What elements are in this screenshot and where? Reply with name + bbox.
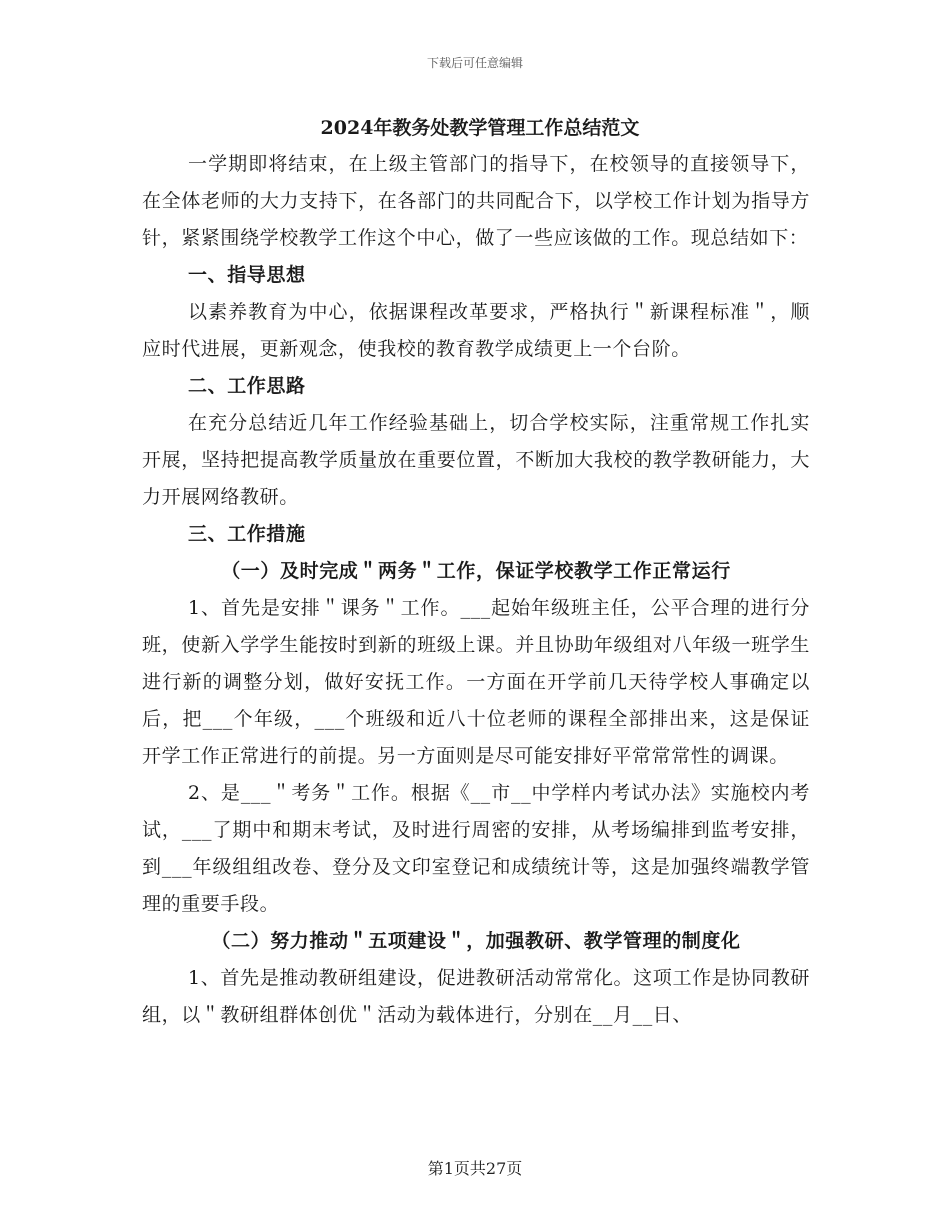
paragraph-course-affairs: 1、首先是安排＂课务＂工作。___起始年级班主任，公平合理的进行分班，使新入学学生能按时到新的班级上课。并且协助年级组对八年级一班学生进行新的调整分划，做好安抚工作。一方面在开学前几天待学校人事确定以后，把___个年级，___个班级和近八十位老师的课程全部排出来，这是保证开学工作正常进行的前提。另一方面则是尽可能安排好平常常常性的调课。	[142, 597, 810, 767]
subheading-five-constructions: （二）努力推动＂五项建设＂，加强教研、教学管理的制度化	[211, 930, 741, 952]
subheading-two-affairs: （一）及时完成＂两务＂工作，保证学校教学工作正常运行	[221, 560, 731, 582]
paragraph-guiding-thought: 以素养教育为中心，依据课程改革要求，严格执行＂新课程标准＂，顺应时代进展，更新观念，使我校的教育教学成绩更上一个台阶。	[142, 301, 810, 360]
section-heading-guiding-thought: 一、指导思想	[188, 264, 306, 286]
paragraph-exam-affairs: 2、是___＂考务＂工作。根据《__市__中学样内考试办法》实施校内考试，___了期中和期末考试，及时进行周密的安排，从考场编排到监考安排，到___年级组组改卷、登分及文印室登记和成绩统计等，这是加强终端教学管理的重要手段。	[142, 782, 810, 915]
paragraph-teaching-research: 1、首先是推动教研组建设，促进教研活动常常化。这项工作是协同教研组，以＂教研组群体创优＂活动为载体进行，分别在__月__日、	[142, 967, 810, 1026]
document-title: 2024年教务处教学管理工作总结范文	[320, 117, 640, 139]
header-note: 下载后可任意编辑	[426, 56, 523, 70]
paragraph-intro: 一学期即将结束，在上级主管部门的指导下，在校领导的直接领导下，在全体老师的大力支持下，在各部门的共同配合下，以学校工作计划为指导方针，紧紧围绕学校教学工作这个中心，做了一些应该做的工作。现总结如下：	[142, 153, 810, 249]
section-heading-work-approach: 二、工作思路	[188, 375, 306, 397]
section-heading-work-measures: 三、工作措施	[188, 523, 306, 545]
paragraph-work-approach: 在充分总结近几年工作经验基础上，切合学校实际，注重常规工作扎实开展，坚持把提高教学质量放在重要位置，不断加大我校的教学教研能力，大力开展网络教研。	[142, 412, 810, 508]
page-number-footer: 第1页共27页	[427, 1159, 523, 1178]
document-body	[142, 112, 810, 1034]
